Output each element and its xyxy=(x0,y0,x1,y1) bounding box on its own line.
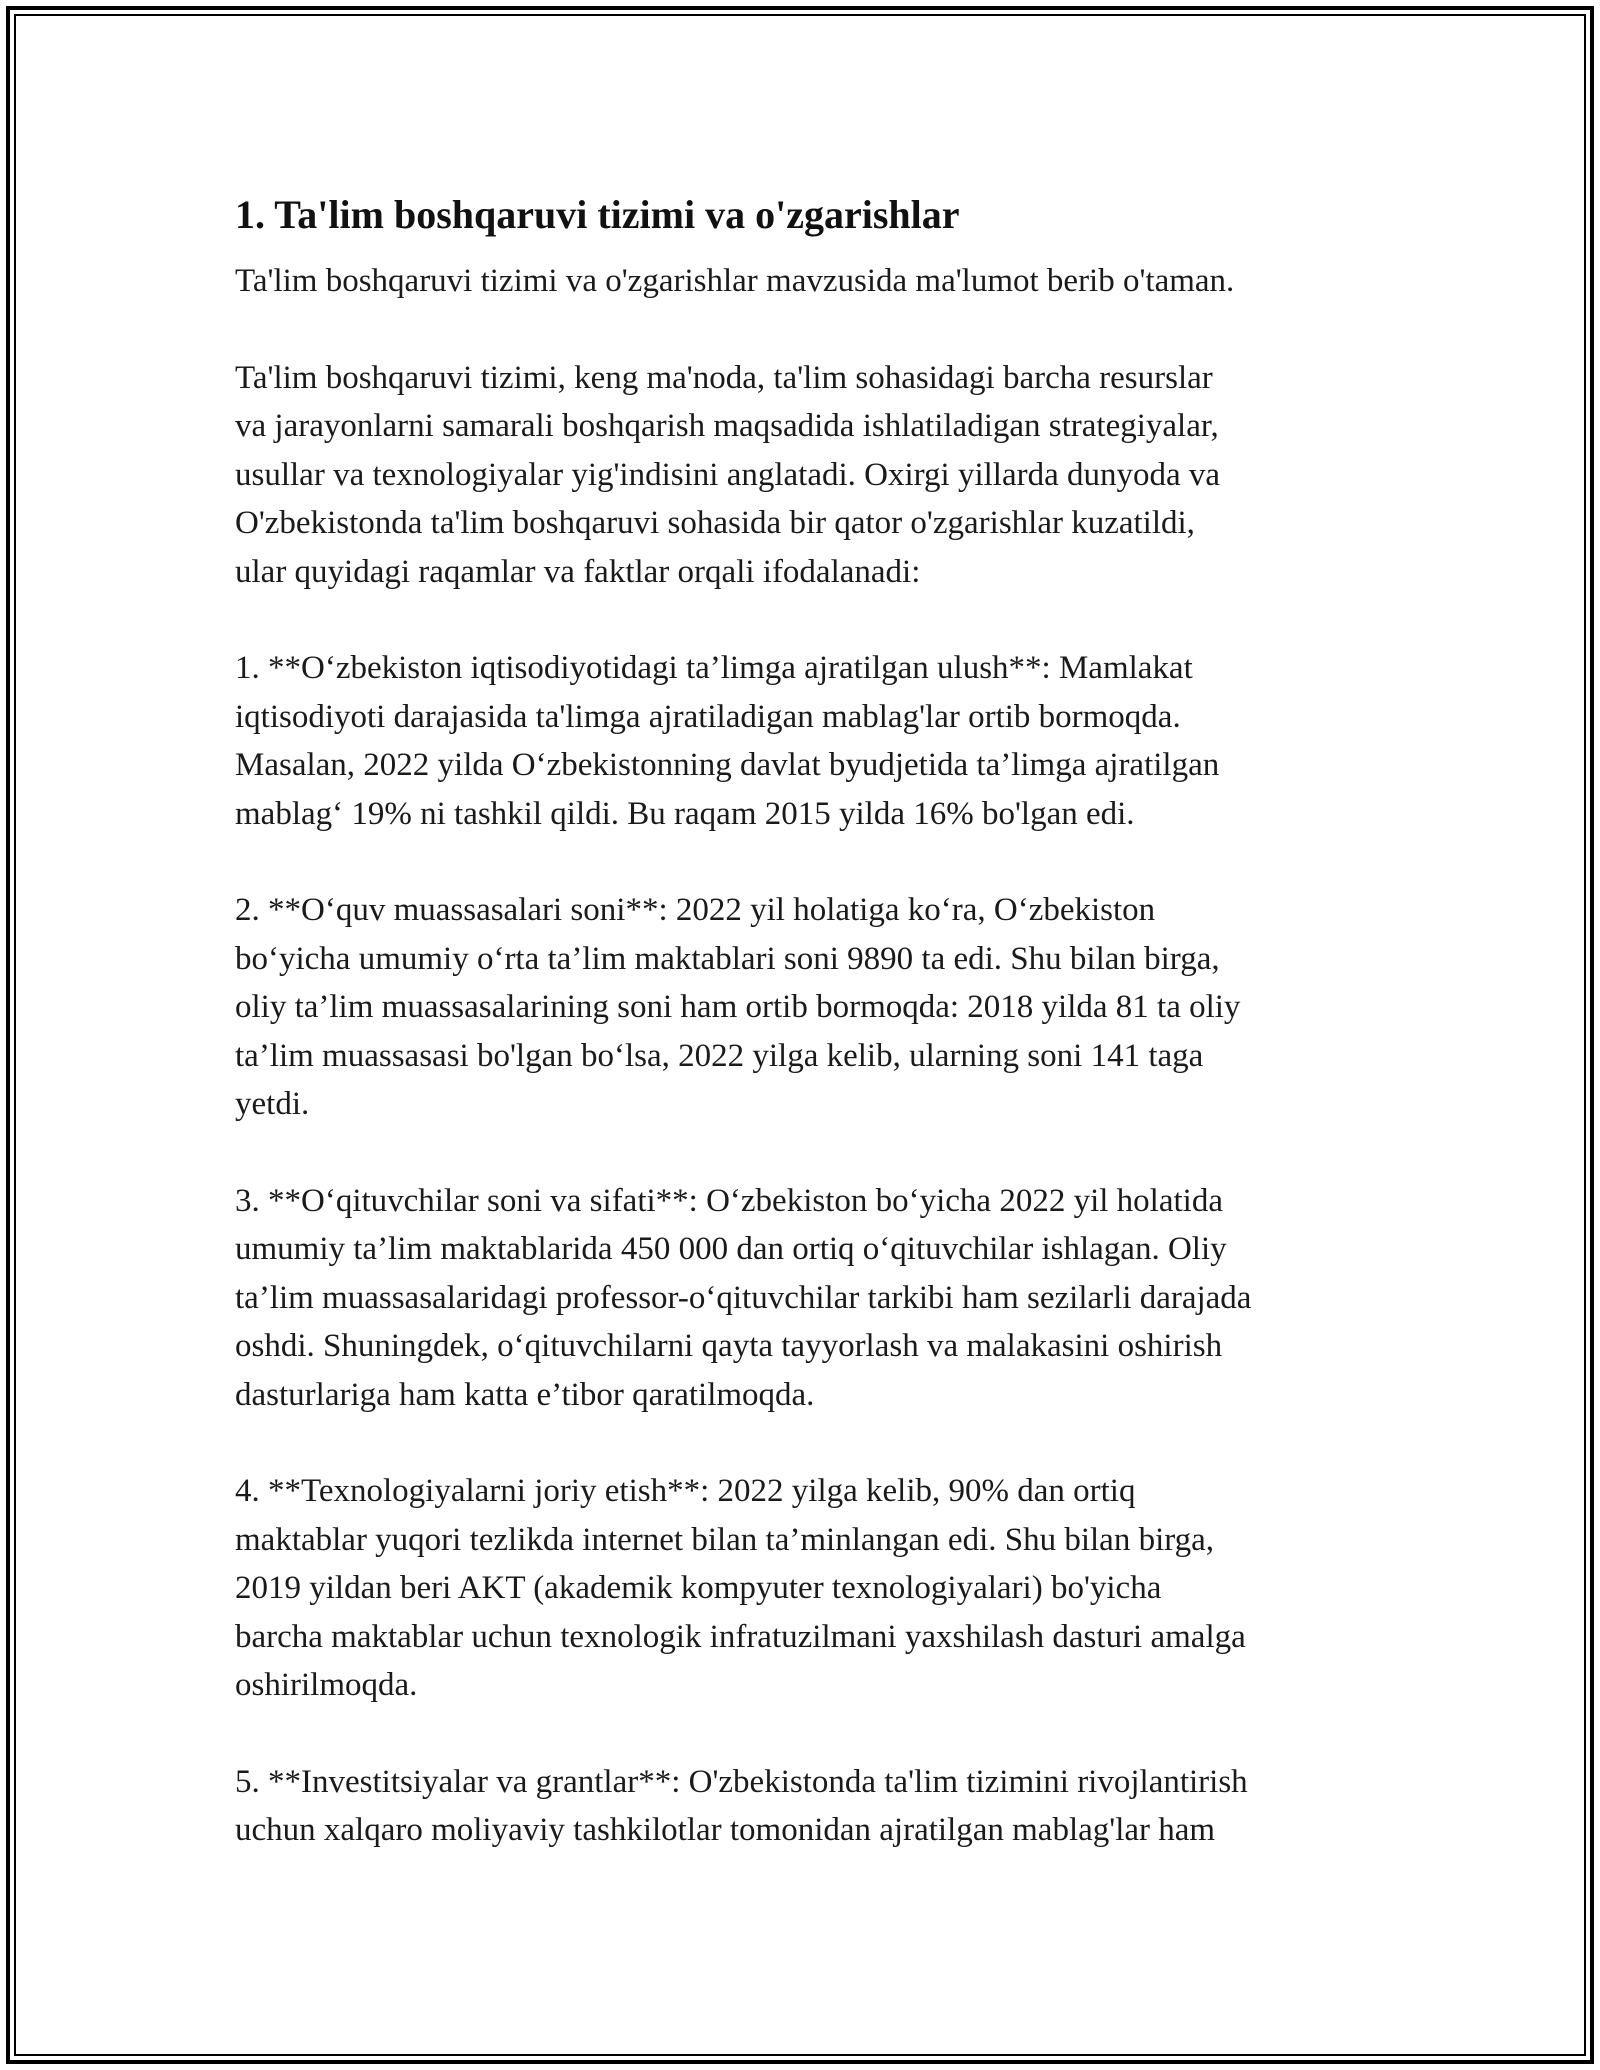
section-heading: 1. Ta'lim boshqaruvi tizimi va o'zgarishlar xyxy=(235,192,960,237)
intro-paragraph: Ta'lim boshqaruvi tizimi va o'zgarishlar mavzusida ma'lumot berib o'taman. xyxy=(235,263,1235,299)
list-item-technology: 4. **Texnologiyalarni joriy etish**: 2022 yilga kelib, 90% dan ortiq maktablar yuqori tezlikda internet bilan ta’minlangan edi. Shu bilan birga, 2019 yildan beri AKT (akademik kompyuter texnologiyalari) bo'yicha barcha maktablar uchun texnologik infratuzilmani yaxshilash dasturi amalga oshirilmoqda. xyxy=(235,1473,1246,1703)
document-body xyxy=(235,185,1385,1855)
list-item-investments: 5. **Investitsiyalar va grantlar**: O'zbekistonda ta'lim tizimini rivojlantirish uchun xalqaro moliyaviy tashkilotlar tomonidan ajratilgan mablag'lar ham xyxy=(235,1763,1248,1848)
list-item-institutions-count: 2. **O‘quv muassasalari soni**: 2022 yil holatiga ko‘ra, O‘zbekiston bo‘yicha umumiy o‘rta ta’lim maktablari soni 9890 ta edi. Shu bilan birga, oliy ta’lim muassasalarining soni ham ortib bormoqda: 2018 yilda 81 ta oliy ta’lim muassasasi bo'lgan bo‘lsa, 2022 yilga kelib, ularning soni 141 taga yetdi. xyxy=(235,892,1241,1122)
list-item-education-share: 1. **O‘zbekiston iqtisodiyotidagi ta’limga ajratilgan ulush**: Mamlakat iqtisodiyoti darajasida ta'limga ajratiladigan mablag'lar ortib bormoqda. Masalan, 2022 yilda O‘zbekistonning davlat byudjetida ta’limga ajratilgan mablag‘ 19% ni tashkil qildi. Bu raqam 2015 yilda 16% bo'lgan edi. xyxy=(235,650,1220,832)
list-item-teachers: 3. **O‘qituvchilar soni va sifati**: O‘zbekiston bo‘yicha 2022 yil holatida umumiy ta’lim maktablarida 450 000 dan ortiq o‘qituvchilar ishlagan. Oliy ta’lim muassasalaridagi professor-o‘qituvchilar tarkibi ham sezilarli darajada oshdi. Shuningdek, o‘qituvchilarni qayta tayyorlash va malakasini oshirish dasturlariga ham katta e’tibor qaratilmoqda. xyxy=(235,1182,1252,1413)
definition-paragraph: Ta'lim boshqaruvi tizimi, keng ma'noda, ta'lim sohasidagi barcha resurslar va jarayonlarni samarali boshqarish maqsadida ishlatiladigan strategiyalar, usullar va texnologiyalar yig'indisini anglatadi. Oxirgi yillarda dunyoda va O'zbekistonda ta'lim boshqaruvi sohasida bir qator o'zgarishlar kuzatildi, ular quyidagi raqamlar va faktlar orqali ifodalanadi: xyxy=(235,359,1221,590)
